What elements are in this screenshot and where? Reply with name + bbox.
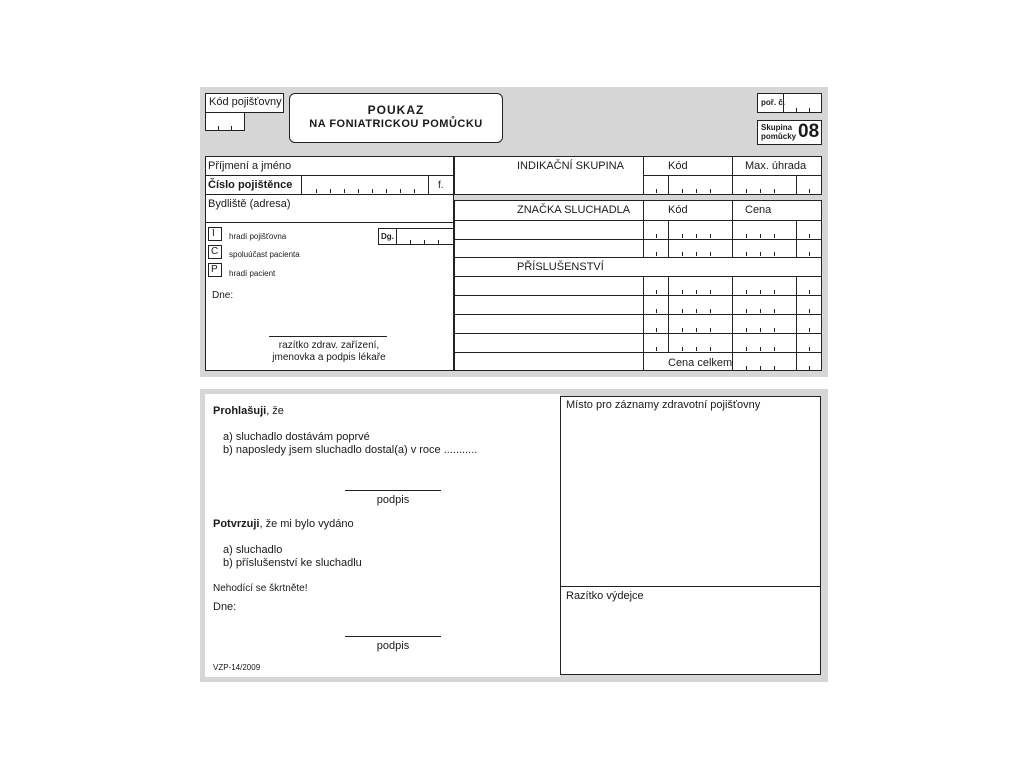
tick <box>316 189 317 193</box>
signature-line-2 <box>345 636 441 637</box>
tick <box>760 189 761 193</box>
hearing-aid-brand-label: ZNAČKA SLUCHADLA <box>517 204 631 216</box>
declare-heading <box>213 406 284 417</box>
tick <box>774 328 775 332</box>
divider <box>454 352 822 353</box>
strike-note: Nehodící se škrtněte! <box>213 583 308 594</box>
max-payment-label: Max. úhrada <box>745 160 807 172</box>
tick <box>710 328 711 332</box>
tick <box>774 366 775 370</box>
tick <box>656 189 657 193</box>
tick <box>809 234 810 238</box>
group-label-line2: pomůcky <box>761 132 797 141</box>
insured-number-label: Číslo pojištěnce <box>208 179 293 191</box>
signature-label-1: podpis <box>376 494 410 506</box>
divider <box>668 276 669 352</box>
tick <box>746 189 747 193</box>
divider <box>454 295 822 296</box>
tick <box>656 252 657 256</box>
tick <box>809 189 810 193</box>
signature-label-2: podpis <box>376 640 410 652</box>
tick <box>774 189 775 193</box>
divider <box>454 239 822 240</box>
stamp-caption-line2: jmenovka a podpis lékaře <box>272 352 386 363</box>
tick <box>774 252 775 256</box>
tick <box>760 234 761 238</box>
tick <box>386 189 387 193</box>
divider <box>668 220 669 257</box>
divider <box>796 276 797 371</box>
serial-number-label: poř. č. <box>761 98 786 107</box>
divider <box>732 200 733 257</box>
tick <box>809 309 810 313</box>
divider <box>732 276 733 371</box>
confirm-bold: Potvrzuji <box>213 518 260 530</box>
tick <box>656 328 657 332</box>
group-label-line1: Skupina <box>761 123 793 132</box>
tick <box>774 309 775 313</box>
payment-option-i-label: hradí pojišťovna <box>229 232 287 241</box>
group-number: 08 <box>798 121 820 142</box>
tick <box>696 309 697 313</box>
insurer-records-label: Místo pro záznamy zdravotní pojišťovny <box>566 399 761 411</box>
tick <box>696 328 697 332</box>
tick <box>809 252 810 256</box>
payment-option-i-code: I <box>212 228 215 239</box>
tick <box>682 290 683 294</box>
tick <box>424 240 425 244</box>
price-label: Cena <box>745 204 772 216</box>
tick <box>656 347 657 351</box>
payment-option-p-code: P <box>211 264 218 275</box>
tick <box>796 108 797 112</box>
tick <box>710 347 711 351</box>
tick <box>809 328 810 332</box>
tick <box>774 347 775 351</box>
declare-bold: Prohlašuji <box>213 405 267 417</box>
form-title-line2: NA FONIATRICKOU POMŮCKU <box>309 118 483 130</box>
divider <box>796 175 797 194</box>
divider <box>205 194 454 195</box>
address-label: Bydliště (adresa) <box>208 198 291 210</box>
form-title-line1: POUKAZ <box>367 103 425 117</box>
tick <box>710 234 711 238</box>
tick <box>809 366 810 370</box>
insurer-records-box[interactable] <box>560 396 821 587</box>
tick <box>682 189 683 193</box>
diagnosis-label: Dg. <box>381 232 394 241</box>
tick <box>682 252 683 256</box>
divider <box>796 220 797 257</box>
divider <box>454 333 822 334</box>
confirm-rest: , že mi bylo vydáno <box>259 518 354 530</box>
dispenser-stamp-label: Razítko výdejce <box>566 590 644 602</box>
tick <box>809 108 810 112</box>
tick <box>696 189 697 193</box>
payment-option-i-box[interactable] <box>208 227 222 241</box>
tick <box>760 290 761 294</box>
tick <box>218 126 219 130</box>
divider <box>668 175 669 194</box>
accessories-label: PŘÍSLUŠENSTVÍ <box>517 261 604 273</box>
tick <box>438 240 439 244</box>
tick <box>760 347 761 351</box>
stamp-signature-line <box>269 336 387 337</box>
divider <box>643 276 644 371</box>
tick <box>760 309 761 313</box>
tick <box>656 234 657 238</box>
tick <box>410 240 411 244</box>
tick <box>710 252 711 256</box>
tick <box>696 290 697 294</box>
name-label: Příjmení a jméno <box>208 160 292 172</box>
tick <box>710 309 711 313</box>
total-price-label: Cena celkem <box>668 357 733 369</box>
divider <box>454 257 822 258</box>
confirm-item-a: a) sluchadlo <box>223 544 283 556</box>
tick <box>774 234 775 238</box>
tick <box>656 309 657 313</box>
declare-item-a: a) sluchadlo dostávám poprvé <box>223 431 370 443</box>
tick <box>760 328 761 332</box>
payment-option-c-label: spoluúčast pacienta <box>229 250 300 259</box>
tick <box>746 347 747 351</box>
tick <box>746 234 747 238</box>
tick <box>344 189 345 193</box>
f-label: f. <box>438 180 444 191</box>
declare-item-b: b) naposledy jsem sluchadlo dostal(a) v roce ........... <box>223 444 478 456</box>
insurer-code-field[interactable] <box>205 112 245 131</box>
date-label: Dne: <box>212 290 234 301</box>
tick <box>760 366 761 370</box>
signature-line-1 <box>345 490 441 491</box>
code-label: Kód <box>668 160 688 172</box>
tick <box>746 309 747 313</box>
payment-option-p-label: hradí pacient <box>229 269 276 278</box>
insurer-code-label: Kód pojišťovny <box>209 96 282 108</box>
code-label-2: Kód <box>668 204 688 216</box>
tick <box>710 189 711 193</box>
tick <box>682 347 683 351</box>
tick <box>809 290 810 294</box>
tick <box>231 126 232 130</box>
tick <box>760 252 761 256</box>
tick <box>774 290 775 294</box>
indication-group-label: INDIKAČNÍ SKUPINA <box>517 160 624 172</box>
tick <box>746 290 747 294</box>
tick <box>746 366 747 370</box>
tick <box>746 328 747 332</box>
insured-number-field[interactable] <box>301 175 429 194</box>
divider <box>396 228 397 245</box>
tick <box>682 309 683 313</box>
tick <box>656 290 657 294</box>
tick <box>710 290 711 294</box>
tick <box>372 189 373 193</box>
tick <box>358 189 359 193</box>
divider <box>454 220 822 221</box>
divider <box>454 314 822 315</box>
date-label-2: Dne: <box>213 601 237 613</box>
tick <box>414 189 415 193</box>
tick <box>746 252 747 256</box>
divider <box>454 276 822 277</box>
tick <box>400 189 401 193</box>
stamp-caption-line1: razítko zdrav. zařízení, <box>278 340 380 351</box>
confirm-heading <box>213 519 354 530</box>
tick <box>696 234 697 238</box>
tick <box>809 347 810 351</box>
confirm-item-b: b) příslušenství ke sluchadlu <box>223 557 362 569</box>
tick <box>696 347 697 351</box>
divider <box>205 222 454 223</box>
divider <box>454 200 822 201</box>
tick <box>682 328 683 332</box>
tick <box>682 234 683 238</box>
divider <box>643 200 644 257</box>
tick <box>696 252 697 256</box>
form-code: VZP-14/2009 <box>213 663 261 672</box>
declare-rest: , že <box>266 405 284 417</box>
tick <box>330 189 331 193</box>
payment-option-c-code: C <box>211 246 219 257</box>
right-table <box>454 156 822 371</box>
